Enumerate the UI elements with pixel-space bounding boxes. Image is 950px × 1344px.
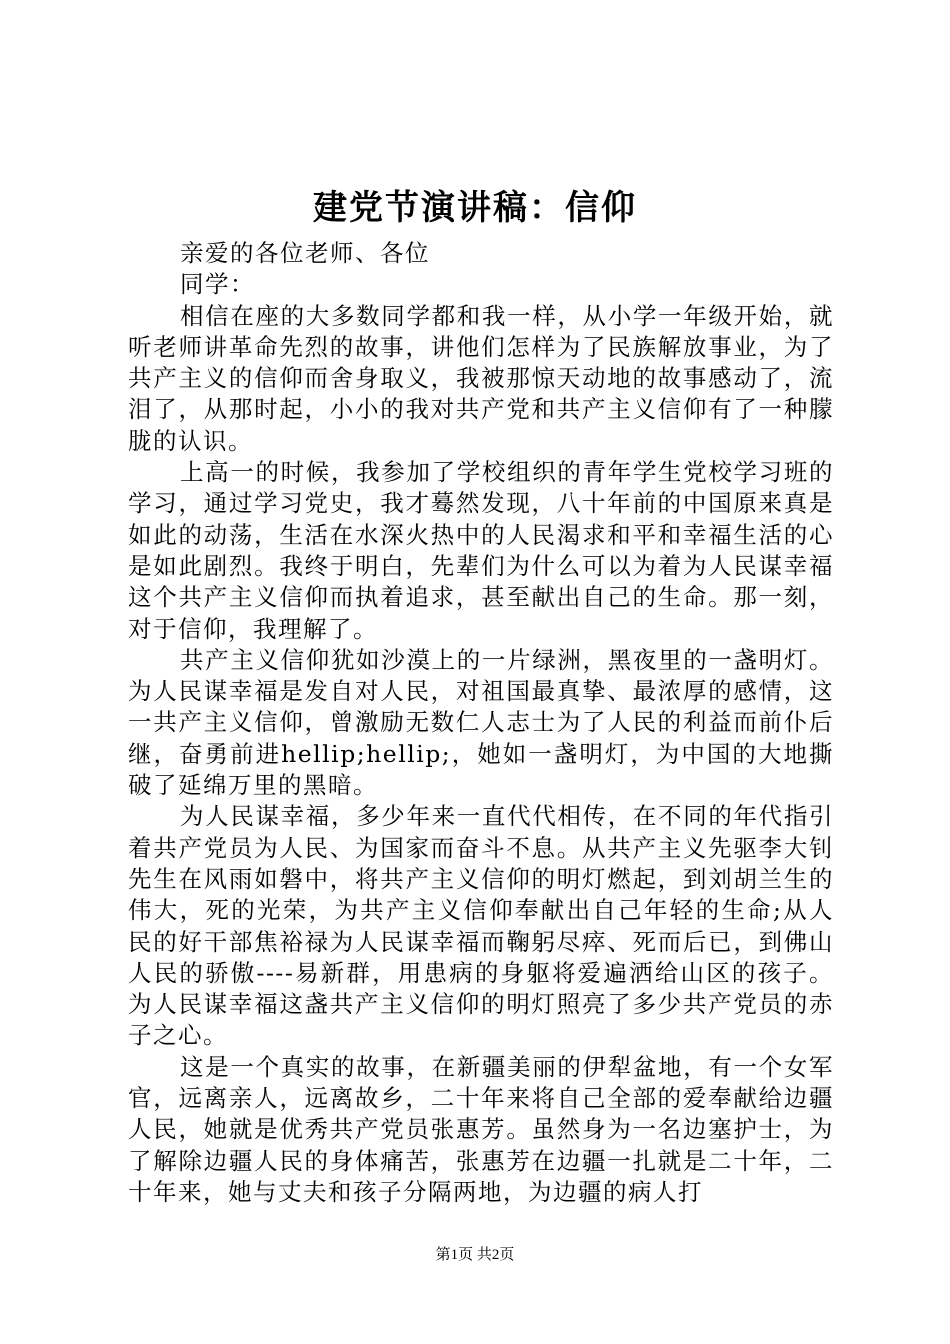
- greeting-line: 同学：: [180, 270, 255, 299]
- paragraph: 共产主义信仰犹如沙漠上的一片绿洲，黑夜里的一盏明灯。为人民谋幸福是发自对人民，对祖国最真挚、最浓厚的感情，这一共产主义信仰，曾激励无数仁人志士为了人民的利益而前仆后继，奋勇前进hellip;hellip;，她如一盏明灯，为中国的大地撕破了延绵万里的黑暗。: [128, 645, 834, 800]
- paragraph: 相信在座的大多数同学都和我一样，从小学一年级开始，就听老师讲革命先烈的故事，讲他们怎样为了民族解放事业，为了共产主义的信仰而舍身取义，我被那惊天动地的故事感动了，流泪了，从那时起，小小的我对共产党和共产主义信仰有了一种朦胧的认识。: [128, 301, 834, 455]
- page-footer: 第1页 共2页: [435, 1247, 515, 1263]
- paragraph: 上高一的时候，我参加了学校组织的青年学生党校学习班的学习，通过学习党史，我才蓦然发现，八十年前的中国原来真是如此的动荡，生活在水深火热中的人民渴求和平和幸福生活的心是如此剧烈。我终于明白，先辈们为什么可以为着为人民谋幸福这个共产主义信仰而执着追求，甚至献出自己的生命。那一刻，对于信仰，我理解了。: [128, 458, 834, 643]
- document-title: 建党节演讲稿：信仰: [313, 188, 637, 228]
- paragraph: 这是一个真实的故事，在新疆美丽的伊犁盆地，有一个女军官，远离亲人，远离故乡，二十年来将自己全部的爱奉献给边疆人民，她就是优秀共产党员张惠芳。虽然身为一名边塞护士，为了解除边疆人民的身体痛苦，张惠芳在边疆一扎就是二十年，二十年来，她与丈夫和孩子分隔两地，为边疆的病人打: [128, 1052, 834, 1206]
- document-body: [128, 238, 834, 1208]
- paragraph: 为人民谋幸福，多少年来一直代代相传，在不同的年代指引着共产党员为人民、为国家而奋斗不息。从共产主义先驱李大钊先生在风雨如磐中，将共产主义信仰的明灯燃起，到刘胡兰生的伟大，死的光荣，为共产主义信仰奉献出自己年轻的生命;从人民的好干部焦裕禄为人民谋幸福而鞠躬尽瘁、死而后已，到佛山人民的骄傲----易新群，用患病的身躯将爱遍洒给山区的孩子。为人民谋幸福这盏共产主义信仰的明灯照亮了多少共产党员的赤子之心。: [128, 802, 834, 1050]
- greeting-line: 亲爱的各位老师、各位: [180, 239, 430, 267]
